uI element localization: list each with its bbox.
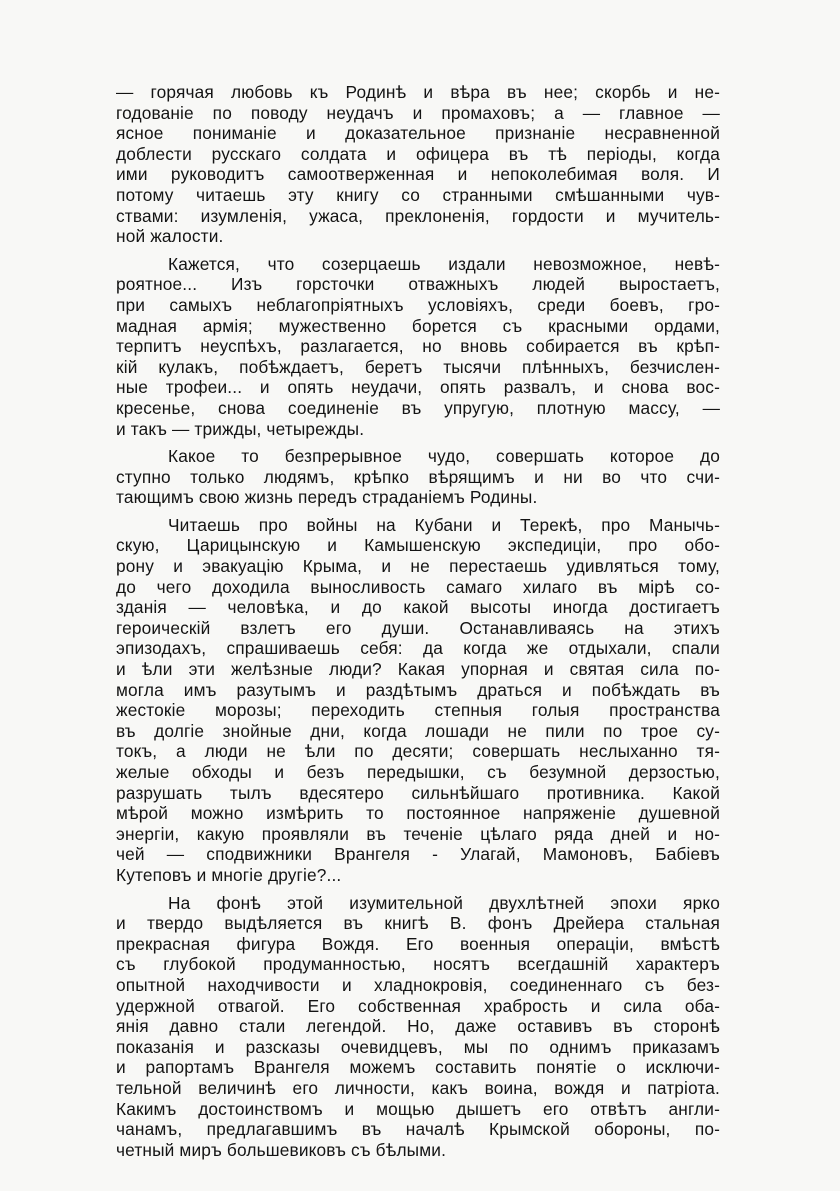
text-line: желые обходы и безъ передышки, съ безумной дерзостью, (116, 762, 720, 782)
text-line: На фонѣ этой изумительной двухлѣтней эпохи ярко (168, 892, 720, 913)
text-line: терпитъ неуспѣхъ, разлагается, но вновь собирается въ крѣп- (116, 336, 720, 357)
text-line: ные трофеи... и опять неудачи, опять развалъ, и снова вос- (116, 377, 720, 398)
text-line: въ долгіе знойные дни, когда лошади не пили по трое су- (116, 720, 720, 741)
text-line: прекрасная фигура Вождя. Его военныя операціи, вмѣстѣ (116, 933, 720, 954)
text-line: тельной величинѣ его личности, какъ воина, вождя и патріота. (116, 1077, 720, 1098)
text-line: кій кулакъ, побѣждаетъ, беретъ тысячи плѣнныхъ, безчислен- (116, 356, 720, 377)
text-line: удержной отвагой. Его собственная храбрость и сила оба- (116, 995, 720, 1016)
text-line: — горячая любовь къ Родинѣ и вѣра въ нее; скорбь и не- (116, 82, 720, 102)
text-line: рону и эвакуацію Крыма, и не перестаешь удивляться тому, (116, 556, 720, 577)
text-line: разрушать тылъ вдесятеро сильнѣйшаго противника. Какой (116, 782, 720, 803)
text-line: токъ, а люди не ѣли по десяти; совершать неслыханно тя- (116, 741, 720, 762)
text-line: героическій взлетъ его души. Останавливаясь на этихъ (116, 617, 720, 638)
paragraph (116, 446, 720, 508)
paragraph (116, 515, 720, 886)
text-line: показанія и разсказы очевидцевъ, мы по однимъ приказамъ (116, 1036, 720, 1057)
text-line: и рапортамъ Врангеля можемъ составить понятіе о исключи- (116, 1057, 720, 1078)
text-line: мѣрой можно измѣрить то постоянное напряженіе душевной (116, 803, 720, 824)
text-line: годованіе по поводу неудачъ и промаховъ; а — главное — (116, 102, 720, 123)
paragraph (116, 893, 720, 1161)
text-line: чей — сподвижники Врангеля - Улагай, Мамоновъ, Бабіевъ (116, 844, 720, 865)
text-line: энергіи, какую проявляли въ теченіе цѣлаго ряда дней и но- (116, 823, 720, 844)
text-line: янія давно стали легендой. Но, даже оставивъ въ сторонѣ (116, 1016, 720, 1037)
text-line: до чего доходила выносливость самаго хилаго въ мірѣ со- (116, 576, 720, 597)
text-line: кресенье, снова соединеніе въ упругую, плотную массу, — (116, 397, 720, 418)
text-line: при самыхъ неблагопріятныхъ условіяхъ, среди боевъ, гро- (116, 294, 720, 315)
text-line: мадная армія; мужественно борется съ красными ордами, (116, 315, 720, 336)
text-line: эпизодахъ, спрашиваешь себя: да когда же отдыхали, спали (116, 638, 720, 659)
text-line: и такъ — трижды, четырежды. (116, 418, 365, 439)
text-line: ной жалости. (116, 226, 224, 247)
text-line: Какое то безпрерывное чудо, совершать которое до (168, 446, 720, 467)
text-line: потому читаешь эту книгу со странными смѣшанными чув- (116, 184, 720, 205)
page-text (116, 82, 720, 1167)
text-line: скую, Царицынскую и Камышенскую экспедиціи, про обо- (116, 535, 720, 556)
text-line: четный миръ большевиковъ съ бѣлыми. (116, 1139, 447, 1160)
text-line: съ глубокой продуманностью, носятъ всегдашній характеръ (116, 954, 720, 975)
text-line: и ѣли эти желѣзные люди? Какая упорная и святая сила по- (116, 659, 720, 680)
text-line: ступно только людямъ, крѣпко вѣрящимъ и ни во что счи- (116, 466, 720, 487)
text-line: Кутеповъ и многіе другіе?... (116, 864, 342, 885)
text-line: опытной находчивости и хладнокровія, соединеннаго съ без- (116, 974, 720, 995)
text-line: чанамъ, предлагавшимъ въ началѣ Крымской обороны, по- (116, 1119, 720, 1140)
text-line: ясное пониманіе и доказательное признаніе несравненной (116, 123, 720, 144)
text-line: ствами: изумленія, ужаса, преклоненія, гордости и мучитель- (116, 205, 720, 226)
text-line: доблести русскаго солдата и офицера въ тѣ періоды, когда (116, 143, 720, 164)
text-line: и твердо выдѣляется въ книгѣ В. фонъ Дрейера стальная (116, 913, 720, 934)
text-line: Кажется, что созерцаешь издали невозможное, невѣ- (168, 253, 720, 274)
paragraph (116, 82, 720, 247)
text-line: Читаешь про войны на Кубани и Терекѣ, про Манычь- (168, 514, 720, 535)
text-line: Какимъ достоинствомъ и мощью дышетъ его отвѣтъ англи- (116, 1098, 720, 1119)
paragraph (116, 254, 720, 439)
text-line: могла имъ разутымъ и раздѣтымъ драться и побѣждать въ (116, 679, 720, 700)
text-line: роятное... Изъ горсточки отважныхъ людей выростаетъ, (116, 274, 720, 295)
text-line: жестокіе морозы; переходить степныя голыя пространства (116, 700, 720, 721)
text-line: тающимъ свою жизнь передъ страданіемъ Родины. (116, 487, 538, 508)
text-line: ими руководитъ самоотверженная и непоколебимая воля. И (116, 164, 720, 185)
text-line: зданія — человѣка, и до какой высоты иногда достигаетъ (116, 597, 720, 618)
